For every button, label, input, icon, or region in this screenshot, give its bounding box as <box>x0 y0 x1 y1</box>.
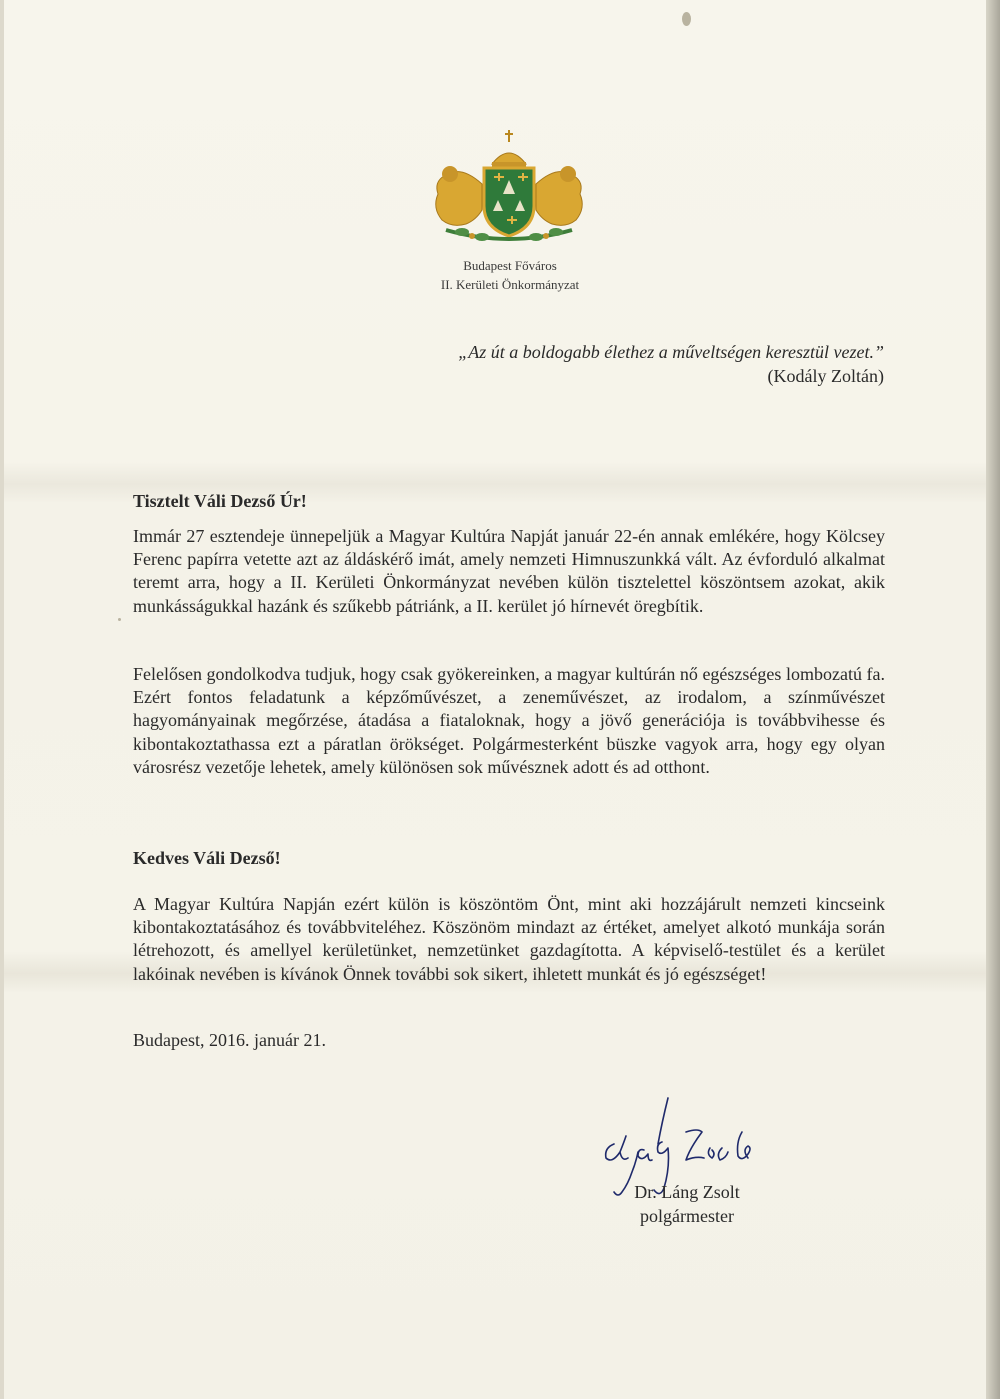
epigraph-author: (Kodály Zoltán) <box>767 366 884 386</box>
body-paragraph-1: Immár 27 esztendeje ünnepeljük a Magyar Kultúra Napját január 22-én annak emlékére, hogy Kölcsey Ferenc papírra vetette azt az áldáskérő imát, amely nemzeti Himnuszunkká vált. Az évforduló alkalmat teremt arra, hogy a II. Kerületi Önkormányzat nevében külön tisztelettel köszöntsem azokat, akik munkásságukkal hazánk és szűkebb pátriánk, a II. kerület jó hírnevét öregbítik. <box>133 526 885 616</box>
org-name-line-1: Budapest Főváros <box>463 258 557 273</box>
body-paragraph-3: A Magyar Kultúra Napján ezért külön is köszöntöm Önt, mint aki hozzájárult nemzeti kincseink kibontakoztatásához és továbbviteléhez. Köszönöm mindazt az értéket, amelyet alkotó munkája során létrehozott, és amellyel kerületünket, nemzetünket gazdagította. A képviselő-testület és a kerület lakóinak nevében is kívánok Önnek további sok sikert, ihletett munkát és jó egészséget! <box>133 894 885 984</box>
signatory-name: Dr. Láng Zsolt <box>634 1182 740 1202</box>
paper-stain <box>682 12 691 26</box>
salutation-personal: Kedves Váli Dezső! <box>133 848 281 868</box>
paper-speck <box>118 618 121 621</box>
org-name-line-2: II. Kerületi Önkormányzat <box>440 277 580 292</box>
epigraph <box>324 340 884 388</box>
page-edge-right <box>986 0 1000 1399</box>
district-coat-of-arms-icon <box>426 124 592 246</box>
signatory-title: polgármester <box>640 1206 734 1226</box>
letterhead-organization <box>380 256 640 294</box>
body-paragraph-2: Felelősen gondolkodva tudjuk, hogy csak gyökereinken, a magyar kultúrán nő egészséges lombozatú fa. Ezért fontos feladatunk a képzőművészet, a zeneművészet, az irodalom, a színművészet hagyományainak megőrzése, átadása a fiataloknak, hogy a jövő generációja is továbbvihesse és kibontakoztathassa ezt a páratlan örökséget. Polgármesterként büszke vagyok arra, hogy egy olyan városrész vezetője lehetek, amely különösen sok művésznek adott és ad otthont. <box>133 664 885 777</box>
epigraph-quote: „Az út a boldogabb élethez a műveltségen keresztül vezet.” <box>458 342 884 362</box>
salutation-formal: Tisztelt Váli Dezső Úr! <box>133 491 307 511</box>
page-edge-left <box>0 0 4 1399</box>
place-and-date: Budapest, 2016. január 21. <box>133 1030 326 1050</box>
signatory <box>612 1180 762 1228</box>
